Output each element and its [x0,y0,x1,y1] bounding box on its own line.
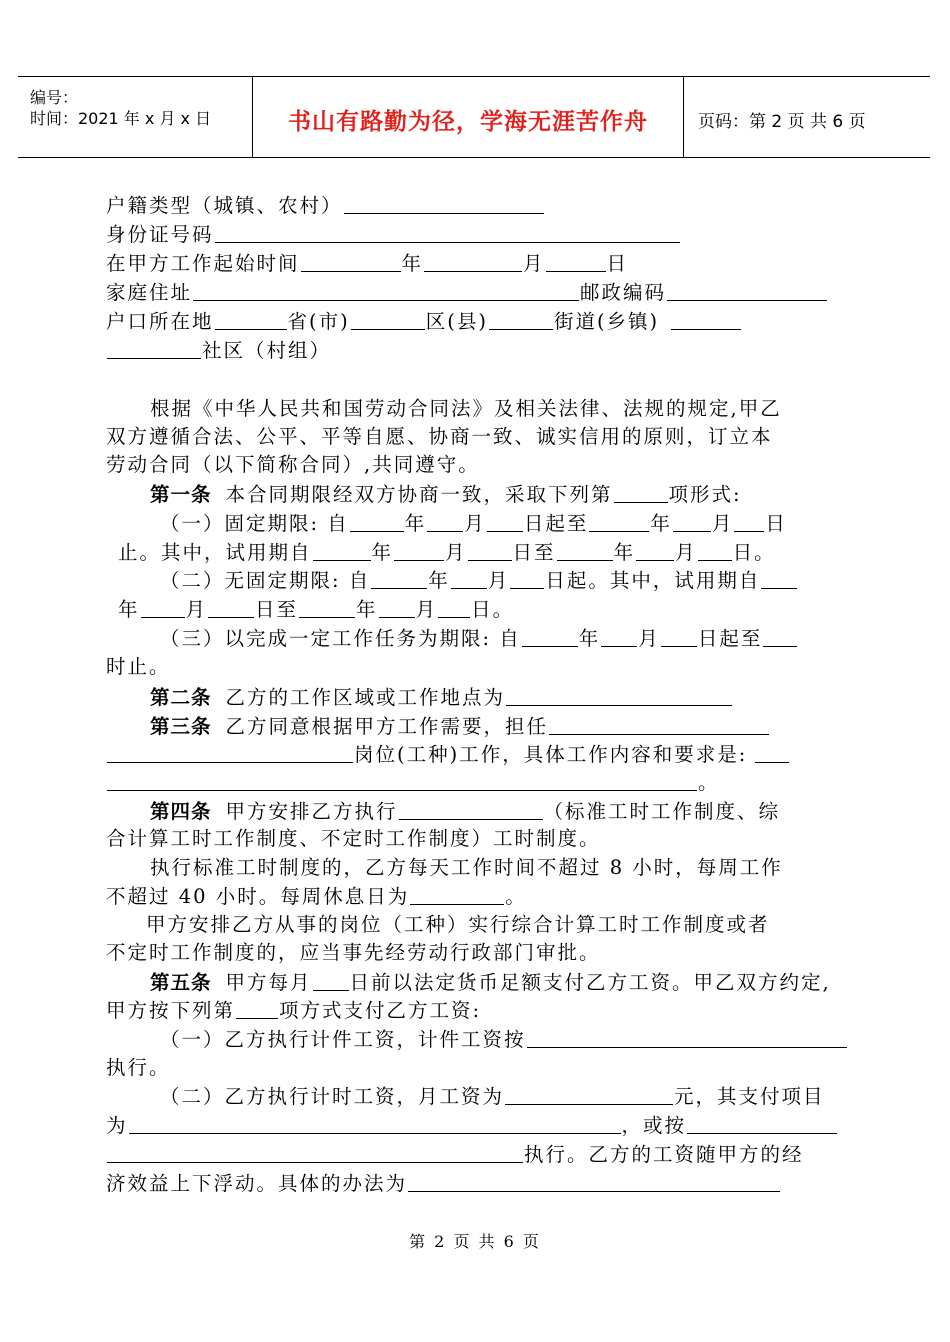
header-motto-cell [253,77,684,157]
fixed-probation-from-year-blank[interactable] [313,540,371,561]
comprehensive-hours-line-1: 甲方安排乙方从事的岗位（工种）实行综合计算工时工作制度或者 [146,913,770,936]
document-time-label: 时间：2021 年 x 月 x 日 [30,109,212,128]
fixed-probation-to-month-blank[interactable] [636,540,674,561]
fixed-to-year-blank[interactable] [589,511,649,532]
open-probation-to-year-blank[interactable] [299,597,355,618]
task-term-line-1: （三）以完成一定工作任务为期限: 自 年 月 日起至 [160,626,798,650]
hukou-type-line: 户籍类型（城镇、农村） [106,193,545,217]
home-address-line: 家庭住址 邮政编码 [106,280,828,304]
piece-wage-blank[interactable] [527,1027,847,1048]
comprehensive-hours-line-2: 不定时工作制度的，应当事先经劳动行政部门审批。 [106,941,601,964]
work-requirements-blank-1[interactable] [755,742,789,763]
pay-items-blank[interactable] [129,1113,621,1134]
article-5-line: 第五条 甲方每月 日前以法定货币足额支付乙方工资。甲乙双方约定, [150,971,831,994]
task-to-blank[interactable] [763,626,797,647]
intro-line-2: 双方遵循合法、公平、平等自愿、协商一致、诚实信用的原则，订立本 [106,425,773,448]
wage-adjust-method-blank[interactable] [408,1171,780,1192]
fixed-to-day-blank[interactable] [734,511,764,532]
fixed-term-line-1: （一）固定期限: 自 年 月 日起至 年 月 日 [160,512,787,535]
community-line: 社区（村组） [106,338,331,362]
street-name-blank[interactable] [671,309,741,330]
document-number-label: 编号： [30,88,79,107]
article-1-line: 第一条 本合同期限经双方协商一致，采取下列第 项形式: [150,483,742,506]
task-from-day-blank[interactable] [661,626,697,647]
fixed-to-month-blank[interactable] [673,511,711,532]
document-header [18,76,930,158]
article-1-title: 第一条 [150,483,212,506]
piece-wage-line-2: 执行。 [106,1056,171,1079]
piece-wage-line-1: （一）乙方执行计件工资，计件工资按 [160,1027,848,1051]
home-address-blank[interactable] [193,280,579,301]
article-3-line-3: 。 [106,770,720,794]
fixed-from-month-blank[interactable] [427,511,463,532]
open-probation-to-day-blank[interactable] [438,597,470,618]
pay-basis-blank-1[interactable] [687,1113,837,1134]
open-probation-from-month-blank[interactable] [141,597,185,618]
community-blank[interactable] [107,338,201,359]
time-wage-line-4: 济效益上下浮动。具体的办法为 [106,1171,781,1195]
position-blank-1[interactable] [549,714,769,735]
fixed-term-line-2: 止。其中，试用期自 年 月 日至 年 月 日。 [118,541,776,564]
street-blank[interactable] [489,309,553,330]
fixed-probation-from-day-blank[interactable] [468,540,512,561]
fixed-probation-to-year-blank[interactable] [557,540,613,561]
work-hours-system-blank[interactable] [399,799,543,820]
task-term-line-2: 时止。 [106,655,171,678]
hukou-type-blank[interactable] [344,193,544,214]
fixed-probation-to-day-blank[interactable] [698,540,732,561]
province-blank[interactable] [215,309,287,330]
open-probation-to-month-blank[interactable] [379,597,415,618]
monthly-wage-blank[interactable] [505,1084,673,1105]
article-4-line-2: 合计算工时工作制度、不定时工作制度）工时制度。 [106,827,601,850]
article-3-title: 第三条 [150,715,212,738]
intro-line-3: 劳动合同（以下简称合同）,共同遵守。 [106,453,480,476]
time-wage-line-3: 执行。乙方的工资随甲方的经 [106,1142,804,1166]
start-year-blank[interactable] [301,251,401,272]
header-page-cell [684,77,930,157]
time-wage-line-1: （二）乙方执行计时工资，月工资为 元，其支付项目 [160,1085,825,1108]
fixed-from-day-blank[interactable] [487,511,523,532]
rest-day-blank[interactable] [410,884,504,905]
page-footer: 第 2 页 共 6 页 [409,1232,541,1251]
time-wage-line-2: 为 ，或按 [106,1113,838,1137]
district-blank[interactable] [351,309,425,330]
header-info-cell [18,77,253,157]
standard-hours-line-1: 执行标准工时制度的，乙方每天工作时间不超过 8 小时，每周工作 [150,856,783,879]
start-day-blank[interactable] [546,251,606,272]
task-from-month-blank[interactable] [601,626,637,647]
article-3-line-2: 岗位(工种)工作，具体工作内容和要求是: [106,742,790,766]
article-3-line: 第三条 乙方同意根据甲方工作需要，担任 [150,714,770,738]
work-requirements-blank-2[interactable] [107,770,697,791]
open-from-year-blank[interactable] [371,568,427,589]
open-from-day-blank[interactable] [510,568,544,589]
pay-day-blank[interactable] [313,970,349,991]
open-probation-from-day-blank[interactable] [208,597,254,618]
fixed-probation-from-month-blank[interactable] [394,540,444,561]
id-number-line: 身份证号码 [106,222,681,246]
pay-method-blank[interactable] [236,998,278,1019]
work-location-blank[interactable] [506,685,732,706]
article-5-title: 第五条 [150,971,212,994]
open-probation-year-blank[interactable] [761,568,797,589]
article-4-line: 第四条 甲方安排乙方执行 （标准工时工作制度、综 [150,800,781,823]
hukou-location-line: 户口所在地 省(市) 区(县) 街道(乡镇) [106,309,742,333]
start-time-line: 在甲方工作起始时间 年 月 日 [106,252,629,275]
position-blank-2[interactable] [107,742,353,763]
header-page-label: 页码：第 2 页 共 6 页 [698,112,866,132]
article-2-line: 第二条 乙方的工作区域或工作地点为 [150,685,733,709]
open-from-month-blank[interactable] [451,568,487,589]
header-motto: 书山有路勤为径，学海无涯苦作舟 [288,109,648,135]
open-term-line-2: 年 月 日至 年 月 日。 [118,598,515,621]
open-term-line-1: （二）无固定期限: 自 年 月 日起。其中，试用期自 [160,568,798,592]
intro-line-1: 根据《中华人民共和国劳动合同法》及相关法律、法规的规定,甲乙 [150,397,782,420]
fixed-from-year-blank[interactable] [350,511,404,532]
id-number-blank[interactable] [215,222,680,243]
start-month-blank[interactable] [424,251,522,272]
postcode-blank[interactable] [667,280,827,301]
article-1-form-blank[interactable] [614,482,668,503]
article-2-title: 第二条 [150,686,212,709]
standard-hours-line-2: 不超过 40 小时。每周休息日为 。 [106,885,527,908]
task-from-year-blank[interactable] [522,626,578,647]
article-5-line-2: 甲方按下列第 项方式支付乙方工资: [106,999,482,1022]
pay-basis-blank-2[interactable] [107,1142,523,1163]
article-4-title: 第四条 [150,800,212,823]
